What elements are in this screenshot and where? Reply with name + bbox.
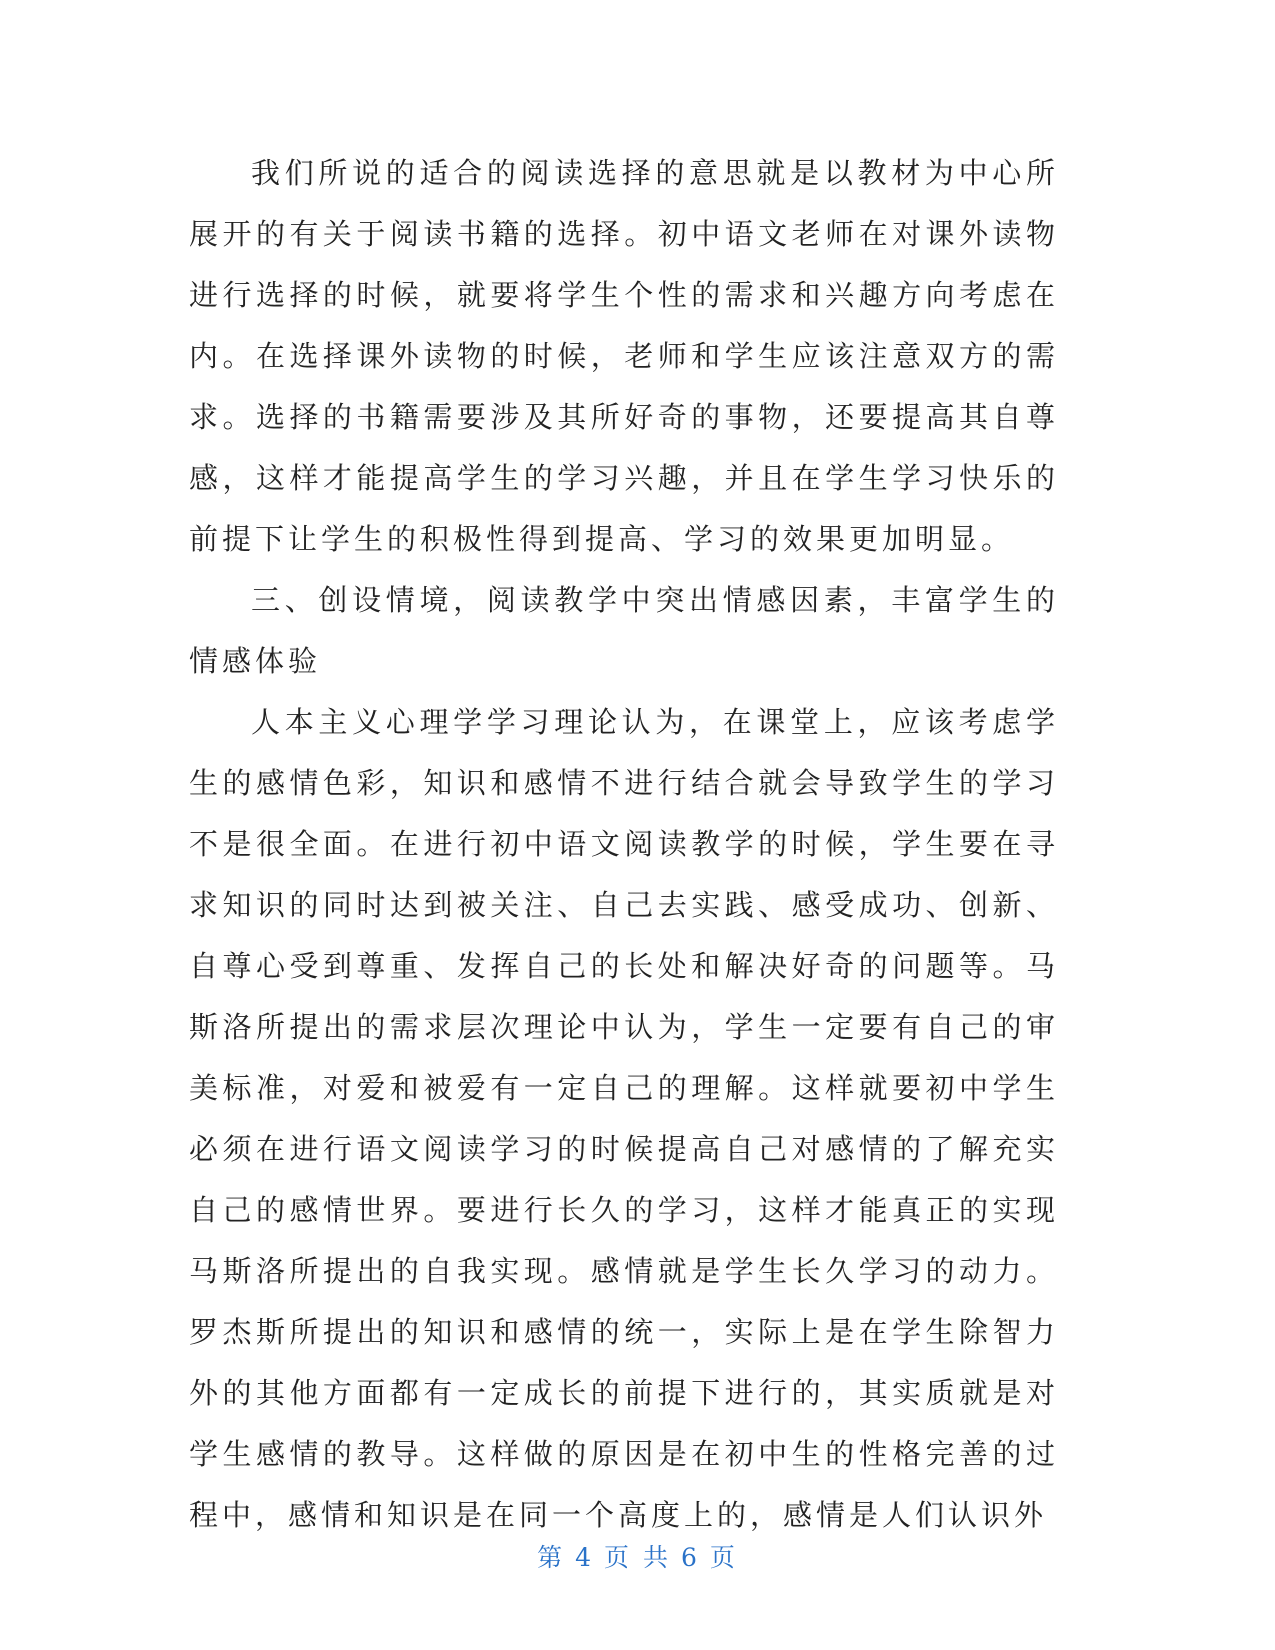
page-footer — [0, 1538, 1275, 1574]
section-heading-three: 三、创设情境，阅读教学中突出情感因素，丰富学生的情感体验 — [189, 583, 1059, 678]
paragraph-reading-selection: 我们所说的适合的阅读选择的意思就是以教材为中心所展开的有关于阅读书籍的选择。初中语文老师在对课外读物进行选择的时候，就要将学生个性的需求和兴趣方向考虑在内。在选择课外读物的时候，老师和学生应该注意双方的需求。选择的书籍需要涉及其所好奇的事物，还要提高其自尊感，这样才能提高学生的学习兴趣，并且在学生学习快乐的前提下让学生的积极性得到提高、学习的效果更加明显。 — [189, 156, 1059, 556]
footer-middle: 页 共 — [604, 1543, 671, 1572]
footer-prefix: 第 — [537, 1543, 566, 1572]
footer-suffix: 页 — [709, 1543, 738, 1572]
paragraph-humanistic-psychology: 人本主义心理学学习理论认为，在课堂上，应该考虑学生的感情色彩，知识和感情不进行结合就会导致学生的学习不是很全面。在进行初中语文阅读教学的时候，学生要在寻求知识的同时达到被关注、自己去实践、感受成功、创新、自尊心受到尊重、发挥自己的长处和解决好奇的问题等。马斯洛所提出的需求层次理论中认为，学生一定要有自己的审美标准，对爱和被爱有一定自己的理解。这样就要初中学生必须在进行语文阅读学习的时候提高自己对感情的了解充实自己的感情世界。要进行长久的学习，这样才能真正的实现马斯洛所提出的自我实现。感情就是学生长久学习的动力。罗杰斯所提出的知识和感情的统一，实际上是在学生除智力外的其他方面都有一定成长的前提下进行的，其实质就是对学生感情的教导。这样做的原因是在初中生的性格完善的过程中，感情和知识是在同一个高度上的，感情是人们认识外 — [189, 705, 1059, 1532]
footer-current-page: 4 — [575, 1543, 595, 1572]
document-body — [189, 143, 1059, 1546]
footer-total-pages: 6 — [680, 1543, 700, 1572]
